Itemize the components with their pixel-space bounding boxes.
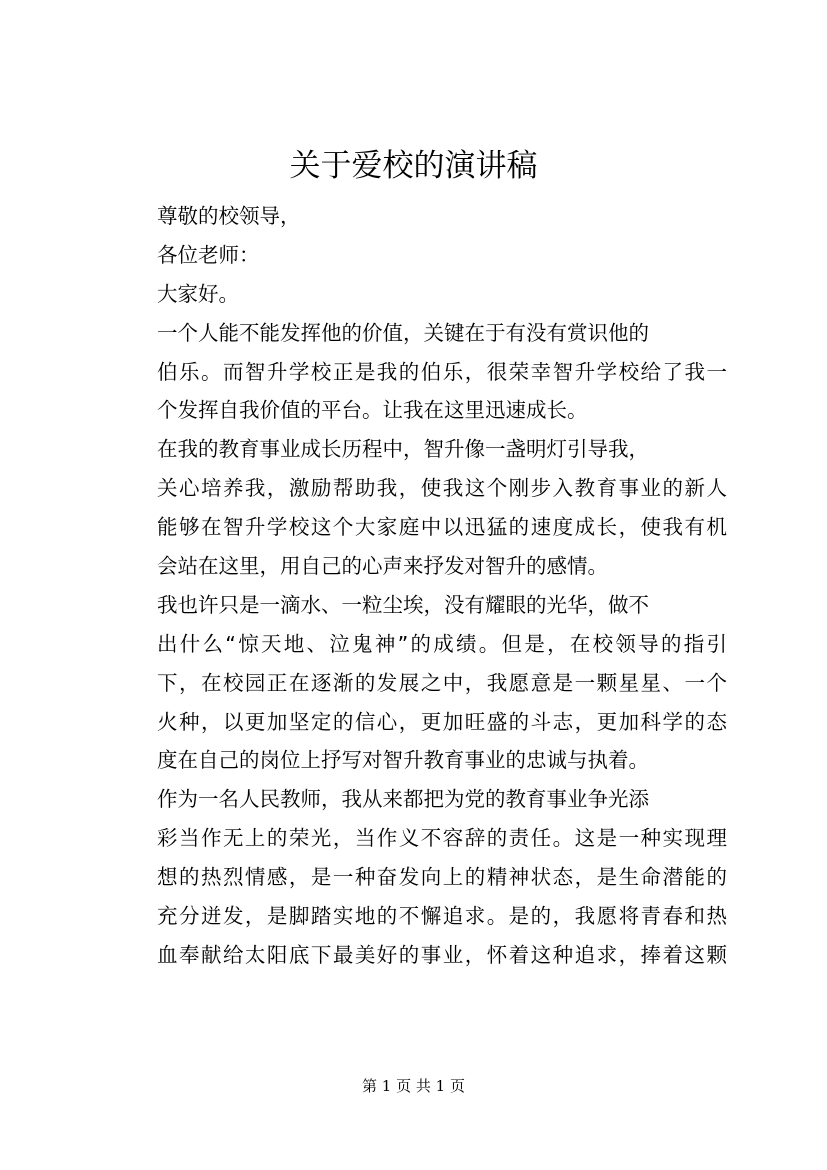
text-line: 个发挥自我价值的平台。让我在这里迅速成长。 xyxy=(157,398,588,423)
text-line: 下，在校园正在逐渐的发展之中，我愿意是一颗星星、一个 xyxy=(157,670,727,695)
text-line: 关心培养我，激励帮助我，使我这个刚步入教育事业的新人 xyxy=(157,476,727,501)
text-line: 血奉献给太阳底下最美好的事业，怀着这种追求，捧着这颗 xyxy=(157,942,727,967)
text-line: 各位老师： xyxy=(157,242,260,267)
text-line: 出什么“惊天地、泣鬼神”的成绩。但是，在校领导的指引 xyxy=(157,631,727,656)
text-line: 在我的教育事业成长历程中，智升像一盏明灯引导我， xyxy=(157,437,649,462)
document-title: 关于爱校的演讲稿 xyxy=(289,148,538,184)
text-line: 度在自己的岗位上抒写对智升教育事业的忠诚与执着。 xyxy=(157,748,649,773)
page-footer: 第 1 页 共 1 页 xyxy=(362,1077,465,1095)
text-line: 彩当作无上的荣光，当作义不容辞的责任。这是一种实现理 xyxy=(157,826,727,851)
text-line: 尊敬的校领导， xyxy=(157,204,301,228)
text-line: 能够在智升学校这个大家庭中以迅猛的速度成长，使我有机 xyxy=(157,515,727,540)
text-line: 作为一名人民教师，我从来都把为党的教育事业争光添 xyxy=(157,787,649,812)
text-line: 大家好。 xyxy=(157,281,239,306)
text-line: 我也许只是一滴水、一粒尘埃，没有耀眼的光华，做不 xyxy=(157,592,649,617)
text-line: 一个人能不能发挥他的价值，关键在于有没有赏识他的 xyxy=(157,320,649,345)
text-line: 会站在这里，用自己的心声来抒发对智升的感情。 xyxy=(157,554,608,579)
text-line: 伯乐。而智升学校正是我的伯乐，很荣幸智升学校给了我一 xyxy=(157,359,727,384)
document-body xyxy=(157,197,727,975)
text-line: 想的热烈情感，是一种奋发向上的精神状态，是生命潜能的 xyxy=(157,865,727,890)
text-line: 充分迸发，是脚踏实地的不懈追求。是的，我愿将青春和热 xyxy=(157,904,727,929)
text-line: 火种，以更加坚定的信心，更加旺盛的斗志，更加科学的态 xyxy=(157,709,727,734)
